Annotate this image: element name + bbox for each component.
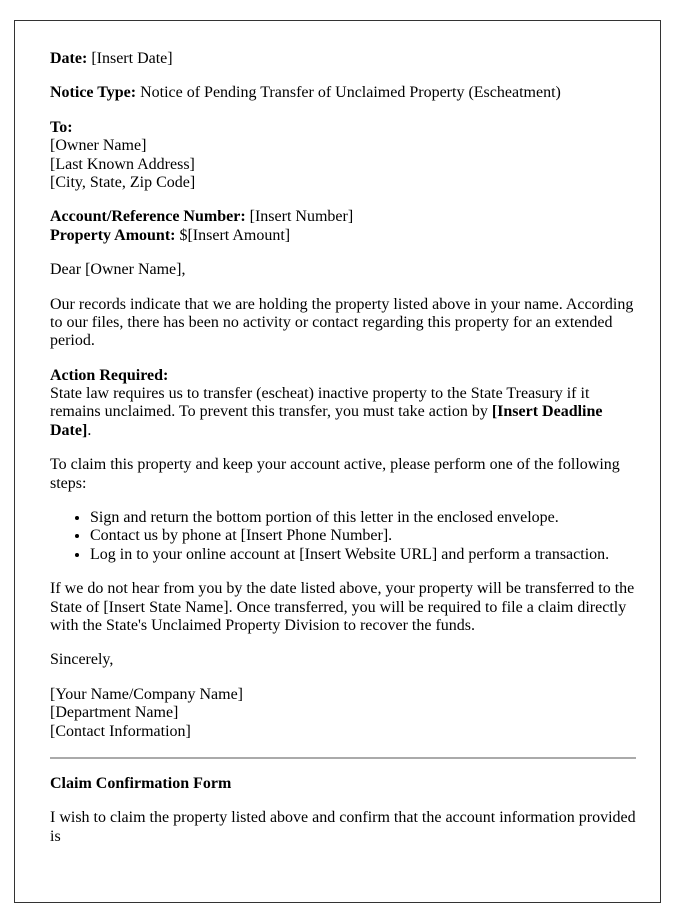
deadline-date: [Insert Deadline Date]: [50, 403, 603, 439]
intro-paragraph: Our records indicate that we are holding the property listed above in your name. According to our files, there has been no activity or contact regarding this property for an extended period.: [50, 295, 634, 350]
step-item-online: • Log in to your online account at [Insert Website URL] and perform a transaction.: [90, 546, 636, 564]
signature-contact-info: [Contact Information]: [50, 722, 191, 740]
letter-page-viewport: [14, 20, 661, 845]
action-required-text: State law requires us to transfer (escheat) inactive property to the State Treasury if it remains unclaimed. To prevent this transfer, you must take action by: [50, 385, 590, 421]
step-item-phone: • Contact us by phone at [Insert Phone Number].: [90, 527, 636, 545]
recipient-block: [50, 119, 636, 193]
account-number-label: Account/Reference Number:: [50, 208, 246, 226]
property-amount-value: $[Insert Amount]: [179, 226, 291, 244]
recipient-city-state-zip: [City, State, Zip Code]: [50, 173, 196, 191]
step-item-sign-return: • Sign and return the bottom portion of this letter in the enclosed envelope.: [90, 509, 636, 527]
recipient-address: [Last Known Address]: [50, 155, 195, 173]
date-label: Date:: [50, 50, 88, 67]
transfer-consequence-paragraph: If we do not hear from you by the date listed above, your property will be transferred to the State of [Insert State Name]. Once transferred, you will be required to file a claim directly with the State's Unclaimed Property Division to recover the funds.: [50, 580, 635, 634]
steps-intro: To claim this property and keep your account active, please perform one of the following steps:: [50, 456, 620, 492]
date-line: [50, 50, 636, 68]
steps-list: [50, 509, 636, 564]
date-value: [Insert Date]: [91, 50, 173, 67]
account-block: [50, 208, 636, 245]
signature-company-name: [Your Name/Company Name]: [50, 685, 244, 703]
to-label: To:: [50, 118, 73, 136]
notice-type-value: Notice of Pending Transfer of Unclaimed Property (Escheatment): [140, 84, 561, 102]
closing: Sincerely,: [50, 651, 114, 669]
claim-form-clipped-line: I wish to claim the property listed above and confirm that the account information provided is: [50, 809, 636, 845]
account-number-value: [Insert Number]: [249, 208, 354, 226]
section-divider: [50, 757, 636, 759]
notice-type-line: [50, 84, 636, 102]
property-amount-label: Property Amount:: [50, 226, 176, 244]
action-required-period: .: [87, 421, 92, 439]
salutation: Dear [Owner Name],: [50, 261, 186, 279]
claim-form-heading-text: Claim Confirmation Form: [50, 774, 232, 792]
signature-department: [Department Name]: [50, 704, 179, 722]
claim-form-heading: [50, 775, 636, 793]
signature-block: [50, 686, 636, 741]
recipient-owner-name: [Owner Name]: [50, 137, 147, 155]
action-required-label: Action Required:: [50, 366, 169, 384]
action-required-block: [50, 367, 636, 441]
escheatment-letter-document: [14, 20, 661, 903]
notice-type-label: Notice Type:: [50, 84, 137, 102]
